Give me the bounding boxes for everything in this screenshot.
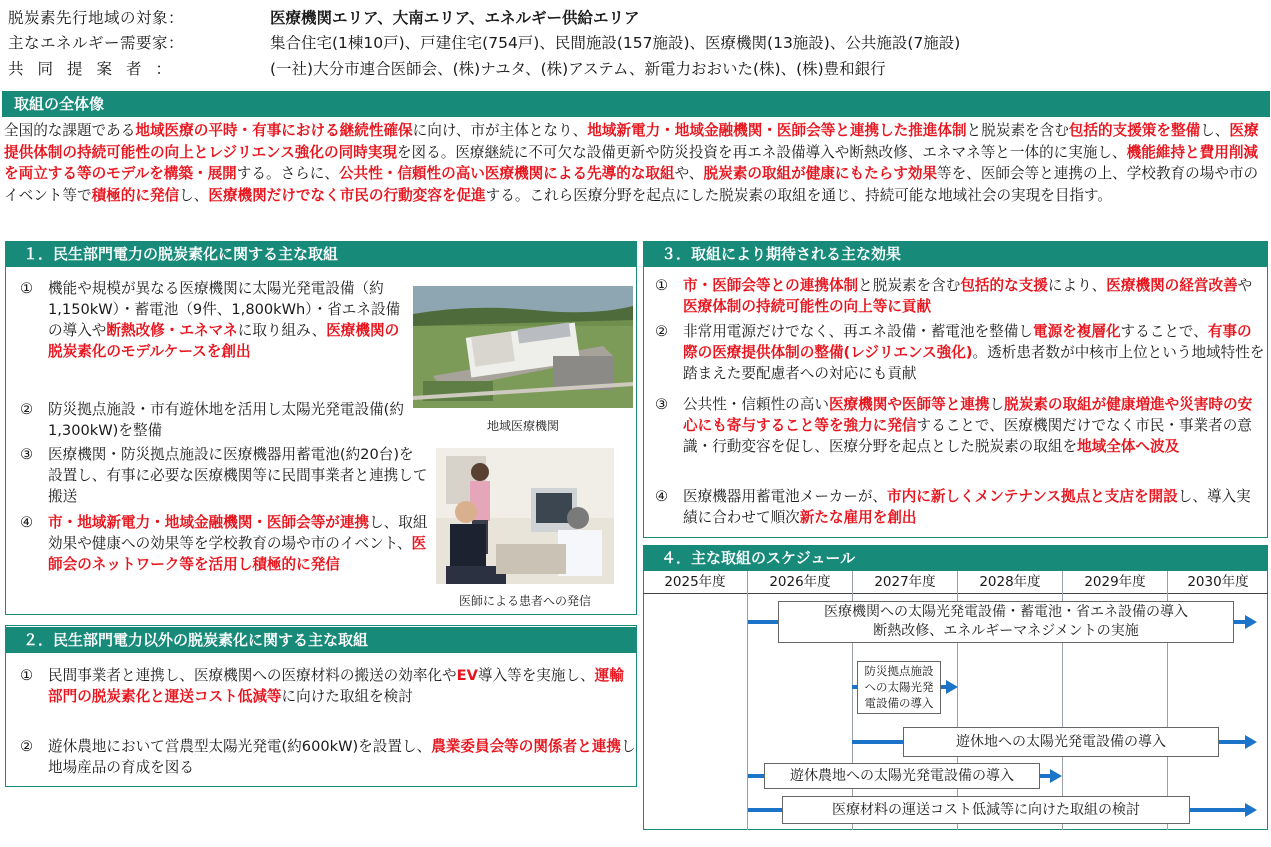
task5-box: 医療材料の運送コスト低減等に向けた取組の検討 xyxy=(782,796,1190,824)
section3-title: ３．取組により期待される主な効果 xyxy=(643,241,1268,267)
task4-box: 遊休農地への太陽光発電設備の導入 xyxy=(764,763,1040,789)
medical-facility-photo xyxy=(413,286,633,408)
caption-doctor-patient: 医師による患者への発信 xyxy=(458,594,591,608)
energy-value: 集合住宅(1棟10戸)、戸建住宅(754戸)、民間施設(157施設)、医療機関(13施設)、公共施設(7施設) xyxy=(270,34,961,52)
caption-medical-facility: 地域医療機関 xyxy=(486,419,559,433)
section2-title: ２．民生部門電力以外の脱炭素化に関する主な取組 xyxy=(5,627,637,653)
doctor-patient-illustration xyxy=(436,448,614,584)
overview-text: 全国的な課題である地域医療の平時・有事における継続性確保に向け、市が主体となり、地域新電力・地域金融機関・医師会等と連携した推進体制と脱炭素を含む包括的支援策を整備し、医療提供体制の持続可能性の向上とレジリエンス強化の同時実現を図る。医療継続に不可欠な設備更新や防災投資を再エネ設備導入や断熱改修、エネマネ等と一体的に実施し、機能維持と費用削減を両立する等のモデルを構築・展開する。さらに、公共性・信頼性の高い医療機関による先導的な取組や、脱炭素の取組が健康にもたらす効果等を、医師会等と連携の上、学校教育の場や市のイベント等で積極的に発信し、医療機関だけでなく市民の行動変容を促進する。これら医療分野を起点にした脱炭素の取組を通じ、持続可能な地域社会の実現を目指す。 xyxy=(4,122,1259,204)
task1-arrowhead xyxy=(1245,615,1257,629)
year-2030: 2030年度 xyxy=(1187,574,1249,590)
task2-arrowhead xyxy=(946,680,958,694)
task3-arrowhead xyxy=(1245,735,1257,749)
year-2027: 2027年度 xyxy=(874,574,936,590)
task4-arrowhead xyxy=(1050,769,1062,783)
aerial-facility-illustration xyxy=(413,286,633,408)
target-value: 医療機関エリア、大南エリア、エネルギー供給エリア xyxy=(270,9,640,27)
year-2028: 2028年度 xyxy=(979,574,1041,590)
doctor-patient-photo xyxy=(436,448,614,584)
year-2026: 2026年度 xyxy=(769,574,831,590)
task1-box: 医療機関への太陽光発電設備・蓄電池・省エネ設備の導入 断熱改修、エネルギーマネジメントの実施 xyxy=(778,601,1234,643)
overview-title: 取組の全体像 xyxy=(2,91,1270,117)
partner-value: (一社)大分市連合医師会、(株)ナユタ、(株)アステム、新電力おおいた(株)、(株)豊和銀行 xyxy=(270,60,886,78)
task2-box: 防災拠点施設 への太陽光発 電設備の導入 xyxy=(857,661,941,714)
energy-label: 主なエネルギー需要家： xyxy=(8,34,185,52)
partner-label: 共同提案者： xyxy=(8,60,186,78)
year-2025: 2025年度 xyxy=(664,574,726,590)
section1-title: １．民生部門電力の脱炭素化に関する主な取組 xyxy=(5,241,637,267)
task5-arrowhead xyxy=(1245,803,1257,817)
task3-box: 遊休地への太陽光発電設備の導入 xyxy=(903,727,1219,757)
section4-title: ４．主な取組のスケジュール xyxy=(643,545,1268,571)
target-label: 脱炭素先行地域の対象： xyxy=(8,9,185,27)
grid-line xyxy=(747,571,748,830)
year-2029: 2029年度 xyxy=(1084,574,1146,590)
